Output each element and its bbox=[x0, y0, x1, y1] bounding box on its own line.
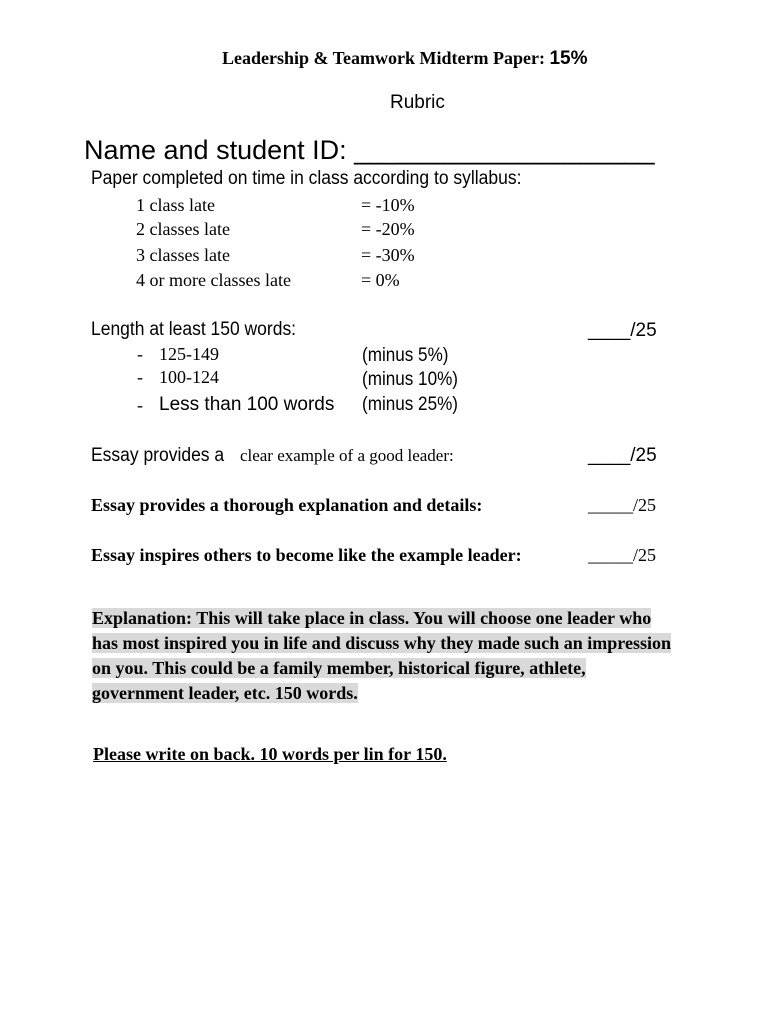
deduction-amount: (minus 25%) bbox=[362, 394, 458, 415]
deduction-amount: (minus 5%) bbox=[362, 345, 449, 366]
explanation-paragraph bbox=[92, 606, 672, 706]
name-student-id-field: Name and student ID: ____________________ bbox=[84, 135, 655, 165]
late-row-value: = -10% bbox=[361, 195, 415, 215]
criterion-score-blank: _____/25 bbox=[588, 545, 657, 565]
length-criterion-label: Length at least 150 words: bbox=[91, 319, 297, 340]
late-row-value: = -30% bbox=[361, 245, 415, 265]
late-row-value: = 0% bbox=[361, 270, 400, 290]
deduction-range: Less than 100 words bbox=[159, 394, 335, 415]
subtitle-rubric: Rubric bbox=[390, 92, 445, 113]
late-row-label: 4 or more classes late bbox=[136, 270, 291, 290]
criterion-score-blank: ____/25 bbox=[588, 445, 657, 466]
criterion-explanation-details: Essay provides a thorough explanation and details: bbox=[91, 495, 483, 515]
criterion-inspires-others: Essay inspires others to become like the example leader: bbox=[91, 545, 522, 565]
late-row-value: = -20% bbox=[361, 219, 415, 239]
deduction-bullet: - bbox=[137, 344, 143, 364]
length-score-blank: ____/25 bbox=[588, 320, 657, 341]
criterion-label-part: Essay provides a bbox=[91, 445, 225, 466]
late-row-label: 3 classes late bbox=[136, 245, 230, 265]
late-row-label: 2 classes late bbox=[136, 219, 230, 239]
document-title bbox=[222, 48, 588, 70]
late-row-label: 1 class late bbox=[136, 195, 215, 215]
deduction-amount: (minus 10%) bbox=[362, 369, 458, 390]
explanation-text: Explanation: This will take place in class. You will choose one leader who has most inspired you in life and discuss why they made such an impression on you. This could be a family member, historical figure, athlete, government leader, etc. 150 words. bbox=[92, 608, 671, 703]
deduction-range: 100-124 bbox=[159, 367, 219, 387]
deduction-bullet: - bbox=[137, 367, 143, 387]
write-on-back-instruction: Please write on back. 10 words per lin for 150. bbox=[93, 744, 447, 764]
late-policy-heading: Paper completed on time in class according to syllabus: bbox=[91, 168, 522, 189]
title-percent: 15% bbox=[549, 48, 588, 69]
deduction-bullet: - bbox=[137, 395, 143, 415]
deduction-range: 125-149 bbox=[159, 344, 219, 364]
criterion-label-part: clear example of a good leader: bbox=[235, 446, 454, 465]
criterion-score-blank: _____/25 bbox=[588, 495, 657, 515]
title-text: Leadership & Teamwork Midterm Paper: bbox=[222, 48, 545, 68]
criterion-good-leader bbox=[91, 445, 454, 467]
